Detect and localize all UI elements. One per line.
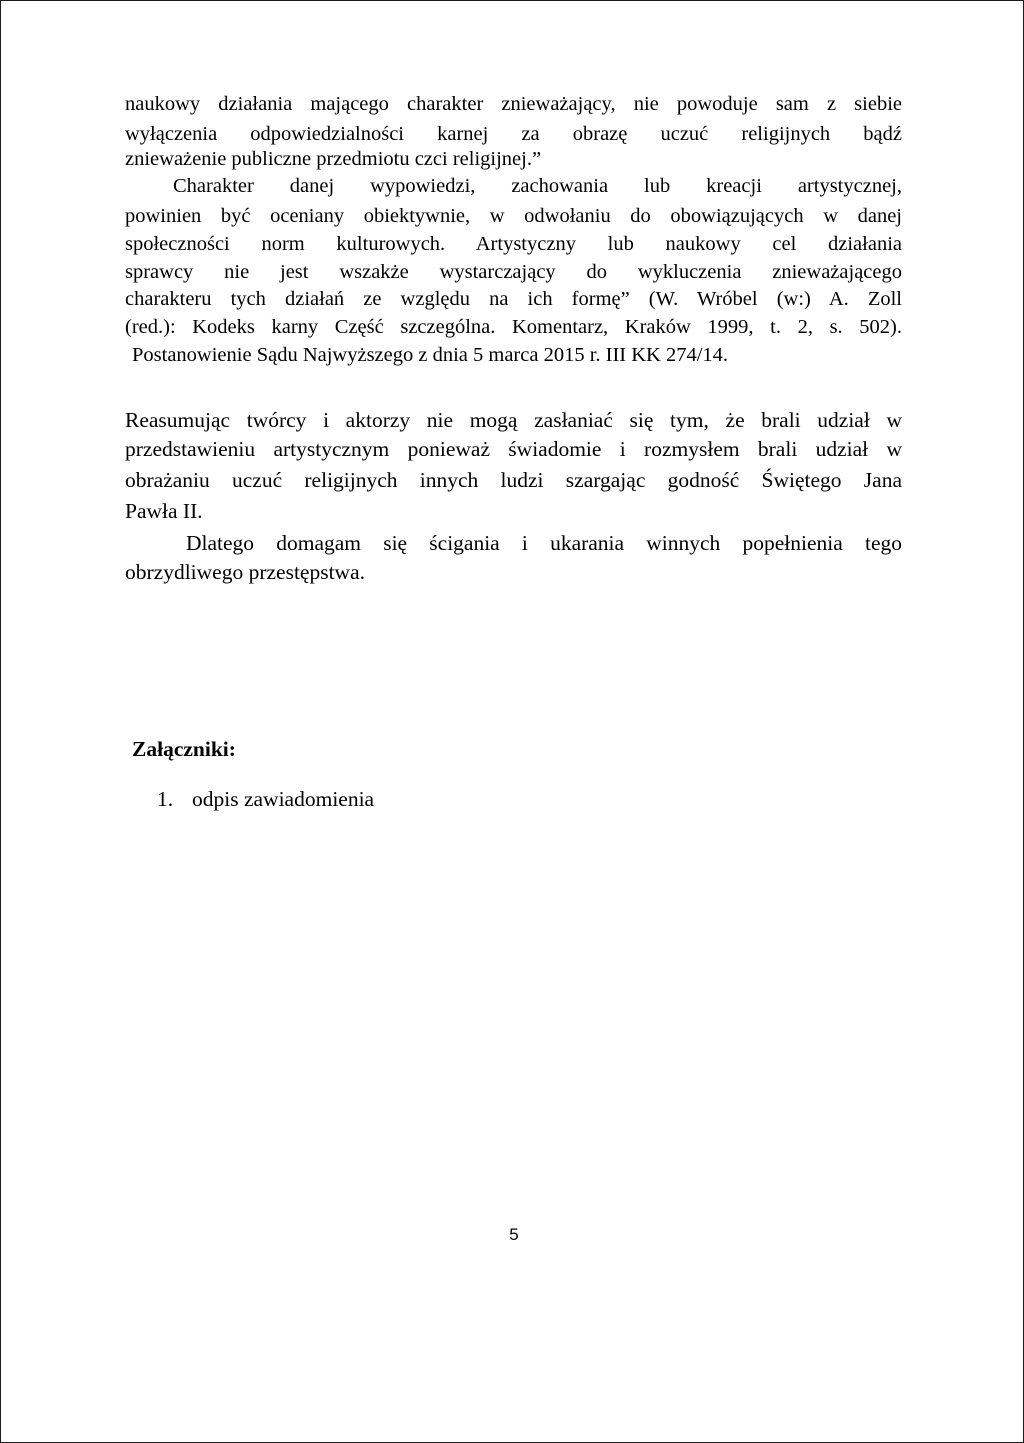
text-line: Charakter danej wypowiedzi, zachowania lub kreacji artystycznej, (173, 175, 902, 197)
text-line: powinien być oceniany obiektywnie, w odwołaniu do obowiązujących w danej (125, 205, 902, 227)
text-line: przedstawieniu artystycznym ponieważ świadomie i rozmysłem brali udział w (125, 437, 902, 461)
text-line: sprawcy nie jest wszakże wystarczający do wykluczenia znieważającego (125, 261, 902, 283)
attachment-list-item (142, 789, 374, 811)
attachment-label: odpis zawiadomienia (192, 787, 375, 811)
text-line: Dlatego domagam się ścigania i ukarania winnych popełnienia tego (186, 531, 902, 555)
text-line: Reasumując twórcy i aktorzy nie mogą zasłaniać się tym, że brali udział w (125, 408, 902, 432)
text-line: społeczności norm kulturowych. Artystyczny lub naukowy cel działania (125, 233, 902, 255)
text-line: znieważenie publiczne przedmiotu czci religijnej.” (125, 148, 542, 170)
court-decision-reference: Postanowienie Sądu Najwyższego z dnia 5 marca 2015 r. III KK 274/14. (132, 344, 729, 366)
text-line: charakteru tych działań ze względu na ich formę” (W. Wróbel (w:) A. Zoll (125, 288, 902, 310)
text-line: obrażaniu uczuć religijnych innych ludzi szargając godność Świętego Jana (125, 468, 902, 492)
text-line: naukowy działania mającego charakter znieważający, nie powoduje sam z siebie (125, 93, 902, 115)
text-line: obrzydliwego przestępstwa. (125, 560, 366, 584)
attachments-heading: Załączniki: (132, 737, 236, 761)
text-line: wyłączenia odpowiedzialności karnej za obrazę uczuć religijnych bądź (125, 123, 902, 145)
page-number: 5 (509, 1225, 519, 1244)
text-line: Pawła II. (125, 499, 203, 523)
text-line: (red.): Kodeks karny Część szczególna. Komentarz, Kraków 1999, t. 2, s. 502). (125, 316, 902, 338)
attachment-number: 1. (157, 787, 174, 811)
